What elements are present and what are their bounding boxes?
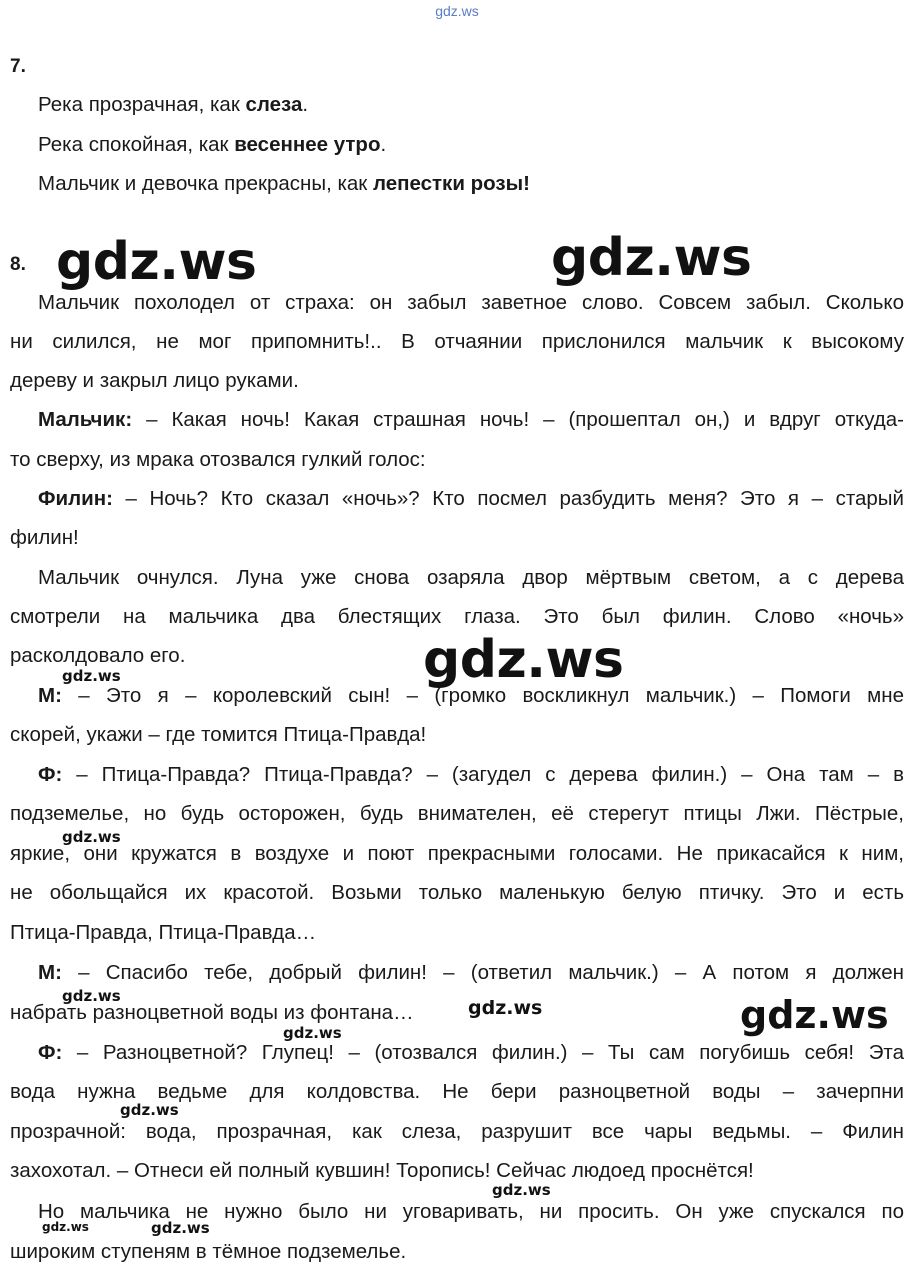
task-8-number: 8. — [10, 254, 26, 275]
watermark-small: gdz.ws — [151, 1219, 210, 1237]
paragraph-4-line-2: смотрели на мальчика два блестящих глаза. Это был филин. Слово «ночь» — [10, 605, 904, 628]
paragraph-4-line-1: Мальчик очнулся. Луна уже снова озаряла двор мёртвым светом, а с дерева — [38, 566, 904, 589]
header-watermark: gdz.ws — [435, 3, 479, 19]
paragraph-7-line-1: М: – Спасибо тебе, добрый филин! – (ответил мальчик.) – А потом я должен — [38, 961, 904, 984]
paragraph-4-line-3: расколдовало его. — [10, 644, 186, 667]
task-7-line-1: Река прозрачная, как слеза. — [38, 93, 309, 116]
watermark-small: gdz.ws — [468, 997, 543, 1019]
watermark-medium: gdz.ws — [740, 993, 889, 1037]
watermark-small: gdz.ws — [283, 1024, 342, 1042]
speaker-label: Филин: — [38, 487, 113, 510]
paragraph-8-line-4: захохотал. – Отнеси ей полный кувшин! Торопись! Сейчас людоед проснётся! — [10, 1159, 754, 1182]
speaker-label: Мальчик: — [38, 408, 133, 431]
watermark-large: gdz.ws — [423, 630, 624, 690]
watermark-small: gdz.ws — [120, 1101, 179, 1119]
watermark-large: gdz.ws — [56, 232, 257, 292]
paragraph-5-line-1: М: – Это я – королевский сын! – (громко воскликнул мальчик.) – Помоги мне — [38, 684, 904, 707]
task-7-line-3: Мальчик и девочка прекрасны, как лепестки розы! — [38, 172, 530, 195]
watermark-small: gdz.ws — [62, 828, 121, 846]
speaker-label: Ф: — [38, 1041, 63, 1064]
paragraph-3-line-2: филин! — [10, 526, 79, 549]
paragraph-7-line-2: набрать разноцветной воды из фонтана… — [10, 1001, 414, 1024]
paragraph-8-line-2: вода нужна ведьме для колдовства. Не бери разноцветной воды – зачерпни — [10, 1080, 904, 1103]
paragraph-1-line-2: ни силился, не мог припомнить!.. В отчаянии прислонился мальчик к высокому — [10, 330, 904, 353]
speaker-label: М: — [38, 684, 62, 707]
paragraph-6-line-2: подземелье, но будь осторожен, будь внимателен, её стерегут птицы Лжи. Пёстрые, — [10, 802, 904, 825]
watermark-small: gdz.ws — [62, 987, 121, 1005]
task-7-line-2: Река спокойная, как весеннее утро. — [38, 133, 387, 156]
task-7-number: 7. — [10, 56, 26, 77]
paragraph-9-line-2: широким ступеням в тёмное подземелье. — [10, 1240, 407, 1263]
paragraph-6-line-1: Ф: – Птица-Правда? Птица-Правда? – (загудел с дерева филин.) – Она там – в — [38, 763, 904, 786]
paragraph-2-line-1: Мальчик: – Какая ночь! Какая страшная ночь! – (прошептал он,) и вдруг откуда- — [38, 408, 904, 431]
watermark-small: gdz.ws — [492, 1181, 551, 1199]
paragraph-8-line-3: прозрачной: вода, прозрачная, как слеза, разрушит все чары ведьмы. – Филин — [10, 1120, 904, 1143]
watermark-small: gdz.ws — [62, 667, 121, 685]
paragraph-3-line-1: Филин: – Ночь? Кто сказал «ночь»? Кто посмел разбудить меня? Это я – старый — [38, 487, 904, 510]
watermark-tiny: gdz.ws — [42, 1220, 89, 1234]
paragraph-6-line-5: Птица-Правда, Птица-Правда… — [10, 921, 317, 944]
paragraph-6-line-4: не обольщайся их красотой. Возьми только маленькую белую птичку. Это и есть — [10, 881, 904, 904]
paragraph-2-line-2: то сверху, из мрака отозвался гулкий голос: — [10, 448, 426, 471]
paragraph-1-line-3: дереву и закрыл лицо руками. — [10, 369, 299, 392]
watermark-large: gdz.ws — [551, 228, 752, 288]
paragraph-8-line-1: Ф: – Разноцветной? Глупец! – (отозвался филин.) – Ты сам погубишь себя! Эта — [38, 1041, 904, 1064]
speaker-label: Ф: — [38, 763, 63, 786]
speaker-label: М: — [38, 961, 62, 984]
paragraph-6-line-3: яркие, они кружатся в воздухе и поют прекрасными голосами. Не прикасайся к ним, — [10, 842, 904, 865]
paragraph-1-line-1: Мальчик похолодел от страха: он забыл заветное слово. Совсем забыл. Сколько — [38, 291, 904, 314]
paragraph-5-line-2: скорей, укажи – где томится Птица-Правда! — [10, 723, 427, 746]
paragraph-9-line-1: Но мальчика не нужно было ни уговаривать, ни просить. Он уже спускался по — [38, 1200, 904, 1223]
